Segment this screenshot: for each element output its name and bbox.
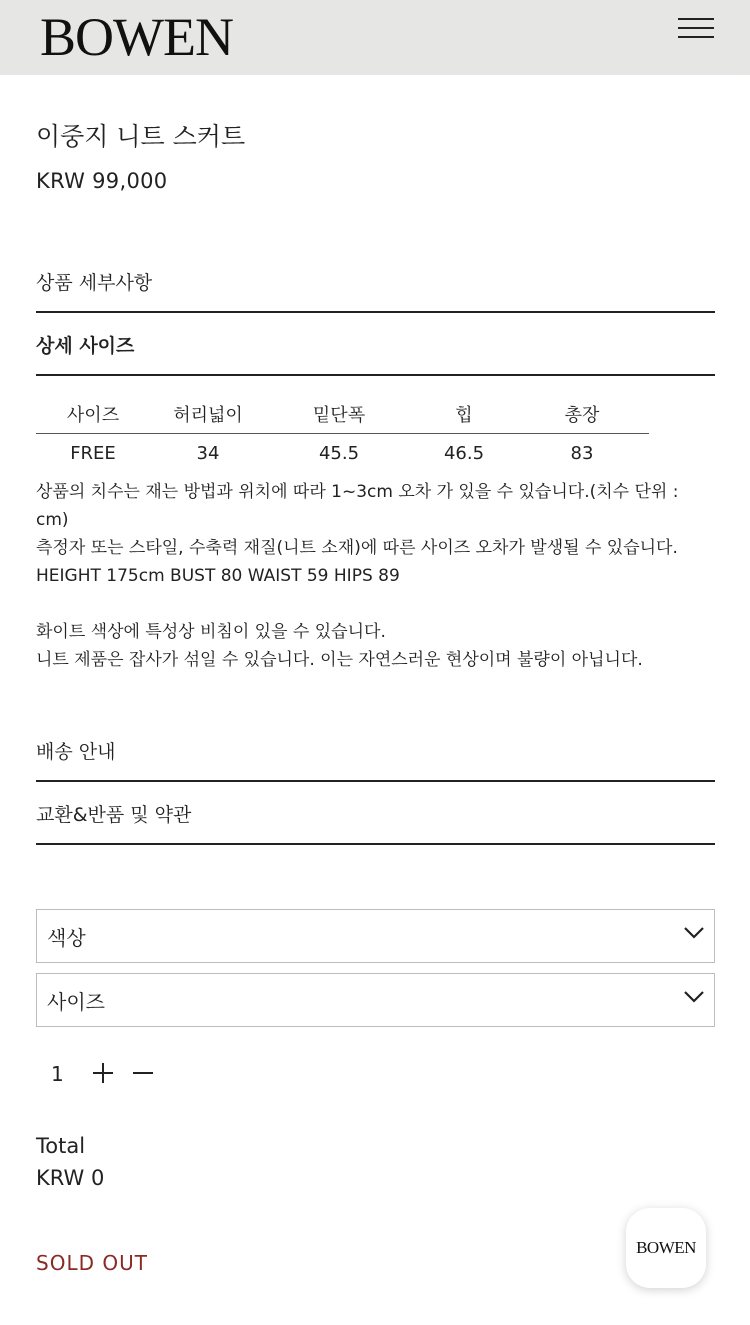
note-line-blank — [36, 590, 736, 618]
table-cell: 46.5 — [443, 443, 485, 464]
table-header-cell: 총장 — [564, 405, 600, 426]
divider — [36, 843, 715, 845]
table-cell: 34 — [196, 443, 220, 464]
divider — [36, 780, 715, 782]
product-title: 이중지 니트 스커트 — [36, 122, 246, 151]
sold-out-button[interactable]: SOLD OUT — [36, 1251, 148, 1275]
table-header-cell: 힙 — [455, 405, 473, 426]
note-line: 니트 제품은 잡사가 섞일 수 있습니다. 이는 자연스러운 현상이며 불량이 아닙니다. — [36, 650, 643, 670]
quantity-value: 1 — [51, 1062, 64, 1086]
table-header-cell: 사이즈 — [66, 405, 120, 426]
color-select-value: 색상 — [47, 926, 86, 950]
divider — [36, 374, 715, 376]
table-header-row — [36, 395, 649, 433]
note-line: 측정자 또는 스타일, 수축력 재질(니트 소재)에 따른 사이즈 오차가 발생될 수 있습니다. — [36, 538, 678, 558]
menu-bar — [678, 18, 714, 20]
menu-bar — [678, 36, 714, 38]
brand-logo[interactable]: BOWEN — [40, 7, 233, 67]
returns-section-toggle[interactable]: 교환&반품 및 약관 — [36, 804, 192, 826]
table-cell: 45.5 — [318, 443, 360, 464]
size-select[interactable] — [36, 973, 715, 1027]
divider — [36, 311, 715, 313]
note-line: cm) — [36, 510, 69, 530]
table-header-cell: 밑단폭 — [312, 405, 366, 426]
plus-icon[interactable] — [92, 1062, 114, 1084]
floating-brand-button[interactable] — [626, 1208, 706, 1288]
site-header — [0, 0, 750, 75]
total-value: KRW 0 — [36, 1166, 105, 1190]
menu-bar — [678, 27, 714, 29]
note-line: HEIGHT 175cm BUST 80 WAIST 59 HIPS 89 — [36, 566, 400, 586]
shipping-section-toggle[interactable]: 배송 안내 — [36, 741, 116, 763]
table-cell: 83 — [570, 443, 594, 464]
chevron-down-icon — [684, 926, 704, 940]
minus-icon[interactable] — [132, 1062, 154, 1084]
details-section-toggle[interactable]: 상품 세부사항 — [36, 272, 153, 294]
note-line: 상품의 치수는 재는 방법과 위치에 따라 1~3cm 오차 가 있을 수 있습니다.(치수 단위 : — [36, 482, 679, 502]
note-line: 화이트 색상에 특성상 비침이 있을 수 있습니다. — [36, 622, 386, 642]
table-cell: FREE — [70, 443, 116, 464]
color-select[interactable] — [36, 909, 715, 963]
chevron-down-icon — [684, 990, 704, 1004]
product-price: KRW 99,000 — [36, 169, 168, 193]
size-select-value: 사이즈 — [47, 990, 105, 1014]
hamburger-menu-icon[interactable] — [676, 16, 716, 40]
total-label: Total — [36, 1134, 86, 1158]
table-row — [36, 433, 649, 471]
size-table — [36, 395, 649, 471]
size-notes — [36, 478, 736, 674]
table-header-cell: 허리넓이 — [173, 405, 243, 426]
floating-brand-label: BOWEN — [636, 1238, 696, 1257]
size-section-toggle[interactable]: 상세 사이즈 — [36, 335, 135, 357]
